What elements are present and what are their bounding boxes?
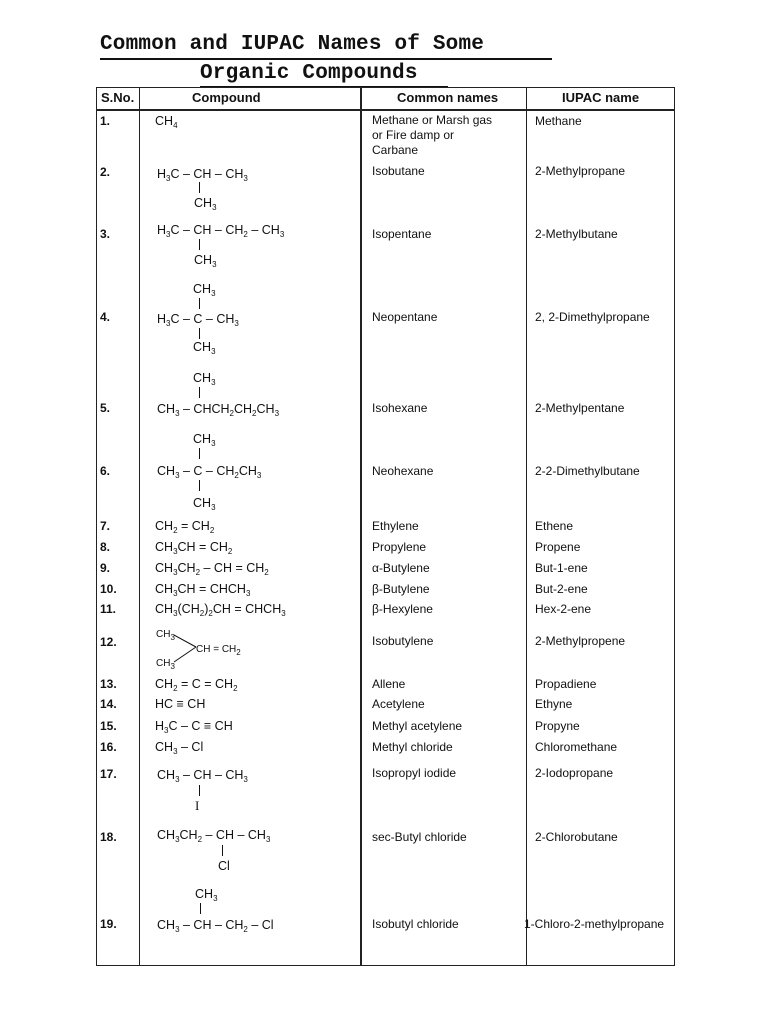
common-name: Ethylene	[372, 519, 419, 533]
iupac-name: 2, 2-Dimethylpropane	[535, 310, 650, 324]
row-number: 11.	[100, 602, 117, 616]
common-name: sec-Butyl chloride	[372, 830, 467, 844]
compound-formula: $CH_3$ – C – $CH_2CH_3$	[157, 464, 262, 480]
common-name: β-Butylene	[372, 582, 430, 596]
compound-formula-branch: Cl	[218, 859, 230, 873]
common-name: Acetylene	[372, 697, 425, 711]
compound-formula-branch: $CH_3$	[156, 658, 175, 671]
bond-line	[199, 328, 200, 339]
row-number: 6.	[100, 464, 111, 478]
iupac-name: Propene	[535, 540, 581, 554]
compound-formula-branch: $CH_3$	[194, 253, 217, 269]
compound-formula-branch: $CH_3$	[156, 629, 175, 642]
compound-formula: $CH_2 = C = CH_2$	[155, 677, 238, 693]
column-divider	[526, 87, 527, 966]
row-number: 2.	[100, 165, 111, 179]
common-name: Isopropyl iodide	[372, 766, 457, 780]
bond-line	[199, 387, 200, 398]
header-sno: S.No.	[101, 90, 135, 105]
row-number: 17.	[100, 767, 117, 781]
compound-formula-branch: $CH_3$	[193, 282, 216, 298]
common-name: Methyl acetylene	[372, 719, 463, 733]
iupac-name: Chloromethane	[535, 740, 618, 754]
compound-formula: $CH_3$ – CH – $CH_2$ – Cl	[157, 918, 274, 934]
bond-line	[199, 480, 200, 491]
compound-formula: $H_3C$ – CH – $CH_3$	[157, 167, 248, 183]
compound-formula: $CH_3$ – $CHCH_2CH_2CH_3$	[157, 402, 280, 418]
common-name: Methyl chloride	[372, 740, 453, 754]
compound-formula-branch: I	[195, 798, 200, 813]
common-name: Neopentane	[372, 310, 438, 324]
compound-formula-branch: $CH_3$	[195, 887, 218, 903]
header-divider	[96, 109, 675, 111]
iupac-name: Ethyne	[535, 697, 573, 711]
page-title-line-1: Common and IUPAC Names of Some	[100, 33, 485, 56]
iupac-name: Ethene	[535, 519, 574, 533]
row-number: 8.	[100, 540, 111, 554]
common-name: Propylene	[372, 540, 427, 554]
row-number: 10.	[100, 582, 117, 596]
common-name: Isobutylene	[372, 634, 434, 648]
row-number: 12.	[100, 635, 117, 649]
bond-line	[199, 182, 200, 193]
iupac-name: 2-Chlorobutane	[535, 830, 618, 844]
compound-formula-branch: $CH_3$	[193, 496, 216, 512]
row-number: 13.	[100, 677, 117, 691]
common-name: α-Butylene	[372, 561, 430, 575]
common-name: Neohexane	[372, 464, 434, 478]
compound-formula: CH = $CH_2$	[196, 644, 241, 657]
compound-formula: HC ≡ CH	[155, 697, 206, 711]
header-common-names: Common names	[397, 90, 499, 105]
compound-formula: $CH_3(CH_2)_2CH$ = $CHCH_3$	[155, 602, 286, 618]
row-number: 3.	[100, 227, 111, 241]
common-name: Isobutane	[372, 164, 425, 178]
compound-formula: $H_3C$ – C – $CH_3$	[157, 312, 239, 328]
iupac-name: Hex-2-ene	[535, 602, 592, 616]
iupac-name: Propadiene	[535, 677, 597, 691]
header-compound: Compound	[192, 90, 261, 105]
iupac-name: 2-Methylpropene	[535, 634, 626, 648]
row-number: 18.	[100, 830, 117, 844]
row-number: 15.	[100, 719, 117, 733]
row-number: 5.	[100, 401, 111, 415]
bond-line	[199, 785, 200, 796]
compound-formula: $CH_3CH_2$ – CH = $CH_2$	[155, 561, 269, 577]
iupac-name: 2-Iodopropane	[535, 766, 614, 780]
header-iupac-name: IUPAC name	[562, 90, 640, 105]
compound-formula: $CH_3$ – CH – $CH_3$	[157, 768, 248, 784]
column-divider	[139, 87, 140, 966]
compound-formula: $CH_2 = CH_2$	[155, 519, 215, 535]
row-number: 19.	[100, 917, 117, 931]
compound-formula: $H_3C$ – C ≡ CH	[155, 719, 233, 735]
row-number: 7.	[100, 519, 111, 533]
common-name: Isopentane	[372, 227, 432, 241]
bond-line	[200, 903, 201, 914]
common-name: Methane or Marsh gas or Fire damp or Carbane	[372, 113, 493, 157]
compound-formula: $H_3C$ – CH – $CH_2 - CH_3$	[157, 223, 285, 239]
compound-formula-branch: $CH_3$	[194, 196, 217, 212]
bond-line	[199, 239, 200, 250]
iupac-name: Methane	[535, 114, 582, 128]
iupac-name: 2-Methylbutane	[535, 227, 618, 241]
compound-formula-branch: $CH_3$	[193, 371, 216, 387]
row-number: 9.	[100, 561, 111, 575]
row-number: 16.	[100, 740, 117, 754]
compound-formula: $CH_3CH$ = $CHCH_3$	[155, 582, 251, 598]
common-name: Allene	[372, 677, 406, 691]
compound-formula: $CH_3CH_2$ – CH – $CH_3$	[157, 828, 271, 844]
bond-line	[222, 845, 223, 856]
iupac-name: 1-Chloro-2-methylpropane	[524, 917, 665, 931]
column-divider	[360, 87, 362, 966]
compound-formula-branch: $CH_3$	[193, 432, 216, 448]
common-name: Isohexane	[372, 401, 428, 415]
iupac-name: 2-2-Dimethylbutane	[535, 464, 640, 478]
row-number: 14.	[100, 697, 117, 711]
compound-formula-branch: $CH_3$	[193, 340, 216, 356]
iupac-name: But-2-ene	[535, 582, 588, 596]
compound-formula: $CH_4$	[155, 114, 178, 130]
compound-formula: $CH_3CH = CH_2$	[155, 540, 233, 556]
compound-formula: $CH_3$ – Cl	[155, 740, 204, 756]
iupac-name: Propyne	[535, 719, 580, 733]
bond-lines	[172, 632, 198, 666]
row-number: 4.	[100, 310, 111, 324]
iupac-name: 2-Methylpropane	[535, 164, 626, 178]
row-number: 1.	[100, 114, 111, 128]
common-name: β-Hexylene	[372, 602, 433, 616]
iupac-name: 2-Methylpentane	[535, 401, 625, 415]
bond-line	[199, 448, 200, 459]
page-title-line-2: Organic Compounds	[200, 62, 418, 85]
common-name: Isobutyl chloride	[372, 917, 459, 931]
title-underline-1	[100, 58, 552, 60]
bond-line	[199, 298, 200, 309]
iupac-name: But-1-ene	[535, 561, 588, 575]
